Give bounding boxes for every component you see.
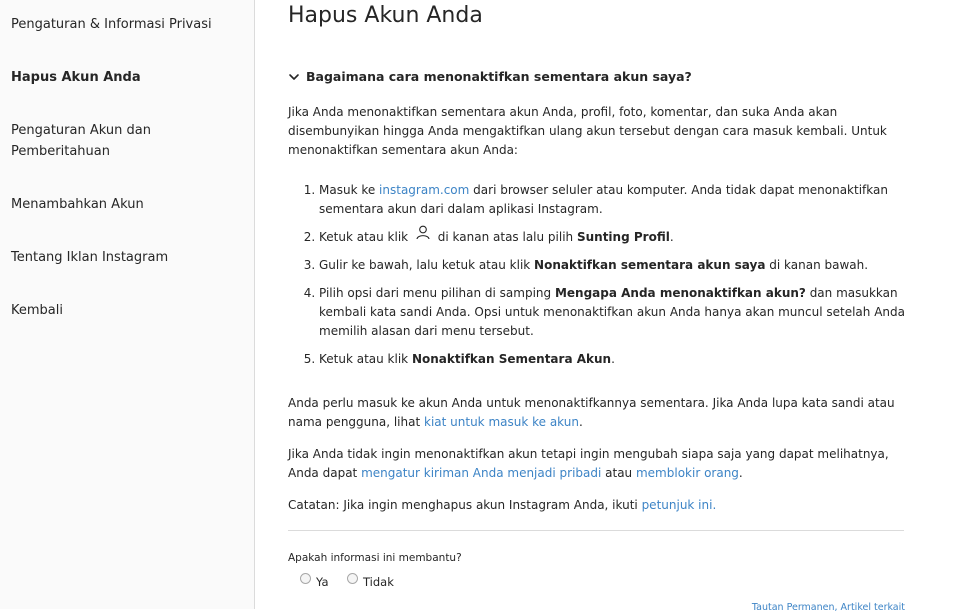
step-3 [319,256,905,275]
login-paragraph [288,394,905,432]
step-text: Pilih opsi dari menu pilihan di samping [319,286,555,300]
sidebar [0,0,255,609]
paragraph-text: atau [601,466,636,480]
step-text: . [669,230,674,244]
step-text: dari browser seluler atau komputer. Anda tidak dapat menonaktifkan sementara akun dari dalam aplikasi Instagram. [319,183,888,216]
faq-question-text: Bagaimana cara menonaktifkan sementara akun saya? [306,69,692,84]
helpful-question: Apakah informasi ini membantu? [288,552,462,564]
block-people-link[interactable]: memblokir orang [635,466,739,480]
helpful-no-label: Tidak [363,575,394,589]
steps-list [288,181,905,378]
divider [288,530,904,531]
intro-paragraph: Jika Anda menonaktifkan sementara akun Anda, profil, foto, komentar, dan suka Anda akan disembunyikan hingga Anda mengaktifkan ulang akun tersebut dengan cara masuk kembali. Untuk menonaktifkan sementara akun Anda: [288,105,887,157]
helpful-yes-label: Ya [316,575,329,589]
page-title: Hapus Akun Anda [288,3,483,28]
sidebar-item-delete-account[interactable]: Hapus Akun Anda [11,70,141,85]
sidebar-item-ads[interactable]: Tentang Iklan Instagram [11,250,169,265]
sidebar-item-add-account[interactable]: Menambahkan Akun [11,197,144,212]
step-text: . [611,352,615,366]
radio-icon[interactable] [300,573,311,584]
step-2 [319,225,905,248]
step-bold: Sunting Profil [576,230,670,244]
related-links[interactable]: Tautan Permanen, Artikel terkait [751,602,905,613]
step-text: dan masukkan kembali kata sandi Anda. Opsi untuk menonaktifkan akun Anda hanya akan muncul setelah Anda memilih alasan dari menu tersebut. [319,286,905,338]
step-text: Masuk ke [319,183,380,197]
paragraph-text: . [578,415,583,429]
sidebar-item-privacy[interactable]: Pengaturan & Informasi Privasi [11,17,212,32]
step-text: Gulir ke bawah, lalu ketuk atau klik [319,258,535,272]
sidebar-item-account-settings[interactable]: Pengaturan Akun dan Pemberitahuan [11,123,151,159]
step-text: di kanan atas lalu pilih [433,230,577,244]
step-4 [319,284,905,341]
privacy-paragraph [288,445,905,483]
paragraph-text: Jika Anda tidak ingin menonaktifkan akun tetapi ingin mengubah siapa saja yang dapat melihatnya, Anda dapat [288,447,889,480]
step-5 [319,350,905,369]
login-tips-link[interactable]: kiat untuk masuk ke akun [424,415,579,429]
delete-instructions-link[interactable]: petunjuk ini. [641,498,717,512]
radio-icon[interactable] [347,573,358,584]
note-paragraph [288,496,905,515]
step-bold: Nonaktifkan sementara akun saya [534,258,766,272]
paragraph-text: Catatan: Jika ingin menghapus akun Instagram Anda, ikuti [288,498,642,512]
step-text: Ketuk atau klik [319,352,412,366]
step-bold: Nonaktifkan Sementara Akun [411,352,612,366]
private-posts-link[interactable]: mengatur kiriman Anda menjadi pribadi [361,466,602,480]
sidebar-item-back[interactable]: Kembali [11,303,63,318]
paragraph-text: Anda perlu masuk ke akun Anda untuk menonaktifkannya sementara. Jika Anda lupa kata sandi atau nama pengguna, lihat [288,396,895,429]
chevron-down-icon [288,71,300,83]
step-text: Ketuk atau klik [319,230,412,244]
step-text: di kanan bawah. [765,258,869,272]
paragraph-text: . [738,466,743,480]
faq-question-toggle[interactable] [288,66,905,88]
person-icon [416,225,430,240]
step-1 [319,181,905,219]
instagram-link[interactable]: instagram.com [379,183,470,197]
step-bold: Mengapa Anda menonaktifkan akun? [554,286,806,300]
